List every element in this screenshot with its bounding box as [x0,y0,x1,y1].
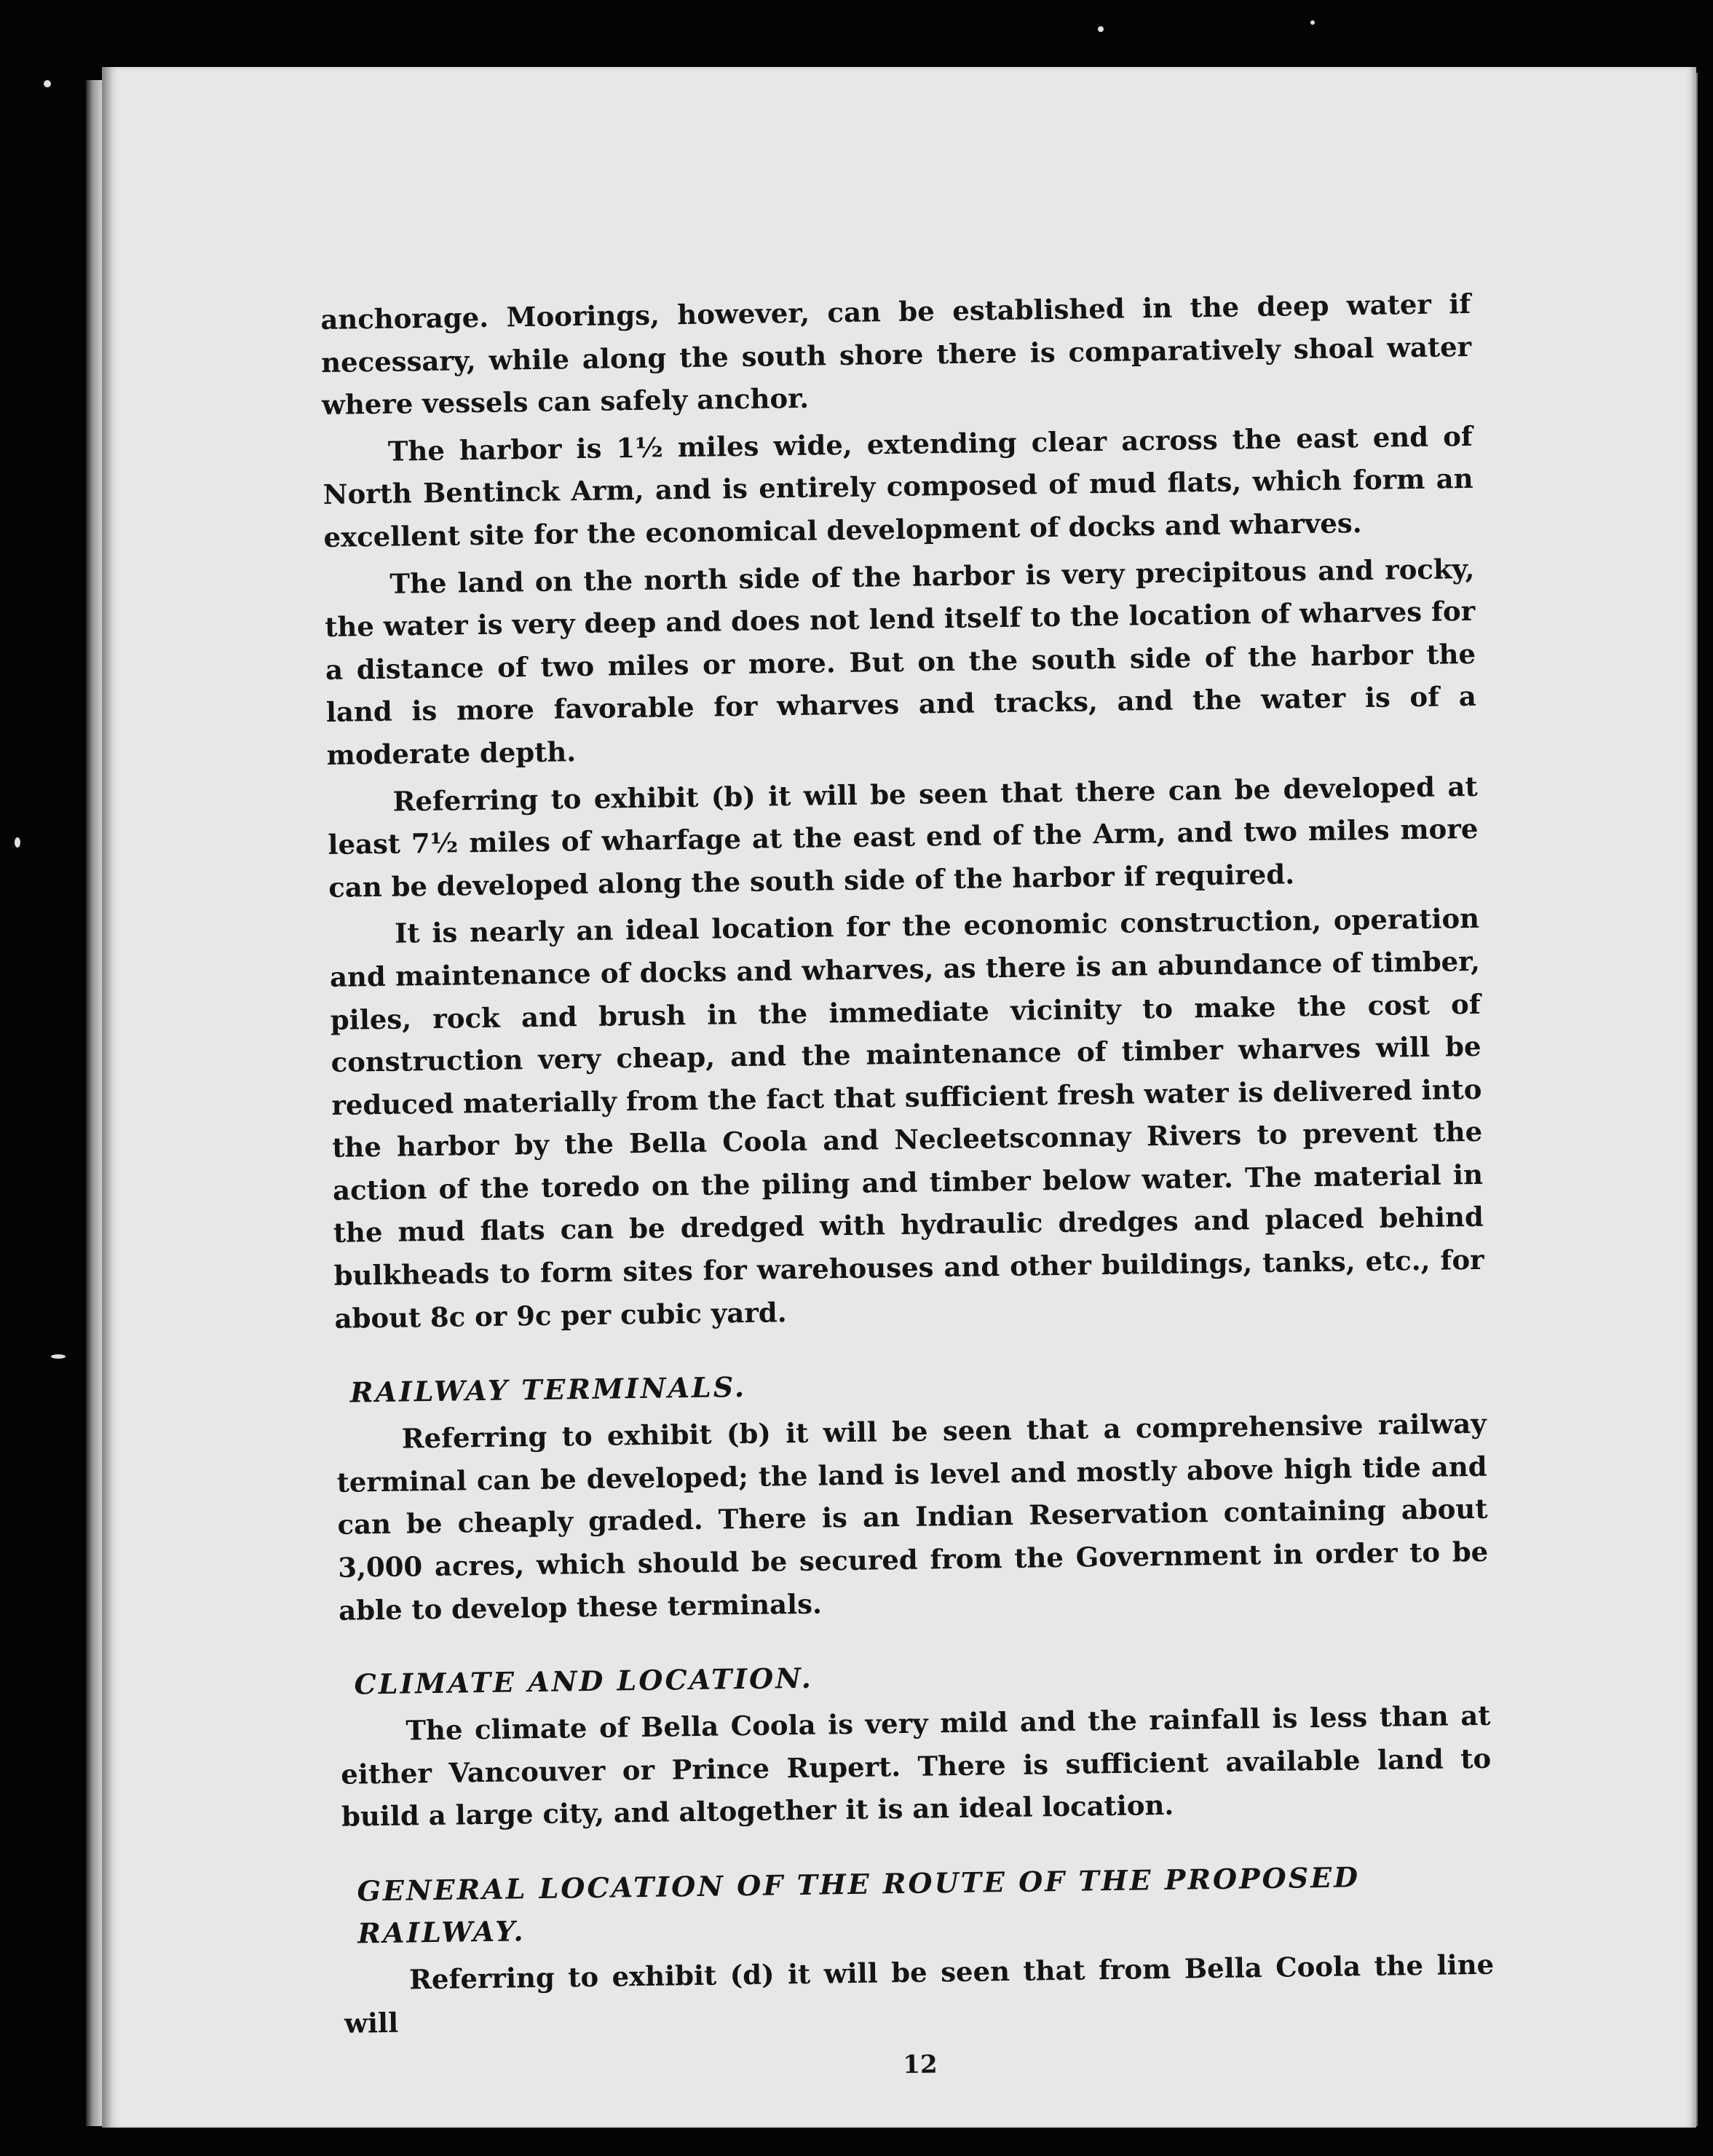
paragraph: anchorage. Moorings, however, can be established in the deep water if necessary, while along the south shore there is comparatively shoal water where vessels can safely anchor. [320,287,1472,422]
page-left-edge [86,80,103,2126]
paragraph: Referring to exhibit (d) it will be seen that from Bella Coola the line will [344,1948,1495,2039]
paragraph: The harbor is 1½ miles wide, extending clear across the east end of North Bentinck Arm, and is entirely composed of mud flats, which form an excellent site for the economical development of docks and wharves. [323,419,1473,553]
paragraph: Referring to exhibit (b) it will be seen that there can be developed at least 7½ miles of wharfage at the east end of the Arm, and two miles more can be developed along the south side of the harbor if required. [328,770,1479,904]
dust-speck [1098,26,1104,32]
section-heading-railway-terminals: RAILWAY TERMINALS. [349,1370,747,1409]
page-text-column [320,283,1495,2095]
section-heading-climate-location: CLIMATE AND LOCATION. [354,1661,814,1701]
dust-speck [51,1354,66,1359]
dust-speck [1310,20,1315,25]
paragraph: The climate of Bella Coola is very mild and the rainfall is less than at either Vancouver or Prince Rupert. There is sufficient available land to build a large city, and altogether it is an ideal location. [340,1699,1492,1833]
dust-speck [44,80,51,87]
paragraph: The land on the north side of the harbor is very precipitous and rocky, the water is very deep and does not lend itself to the location of wharves for a distance of two miles or more. But on the south side of the harbor the land is more favorable for wharves and tracks, and the water is of a moderate depth. [324,552,1477,771]
dust-speck [15,837,20,848]
paragraph: It is nearly an ideal location for the economic construction, operation and maintenance of docks and wharves, as there is an abundance of timber, piles, rock and brush in the immediate vicinity to make the cost of construction very cheap, and the maintenance of timber wharves will be reduced materially from the fact that sufficient fresh water is delivered into the harbor by the Bella Coola and Necleetsconnay Rivers to prevent the action of the toredo on the piling and timber below water. The material in the mud flats can be dredged with hydraulic dredges and placed behind bulkheads to form sites for warehouses and other buildings, tanks, etc., for about 8c or 9c per cubic yard. [329,902,1484,1335]
page-number: 12 [903,2050,938,2080]
section-heading-general-location: GENERAL LOCATION OF THE ROUTE OF THE PROPOSED RAILWAY. [357,1860,1361,1950]
paragraph: Referring to exhibit (b) it will be seen that a comprehensive railway terminal can be developed; the land is level and mostly above high tide and can be cheaply graded. There is an Indian Reservation containing about 3,000 acres, which should be secured from the Government in order to be able to develop these terminals. [336,1407,1489,1627]
